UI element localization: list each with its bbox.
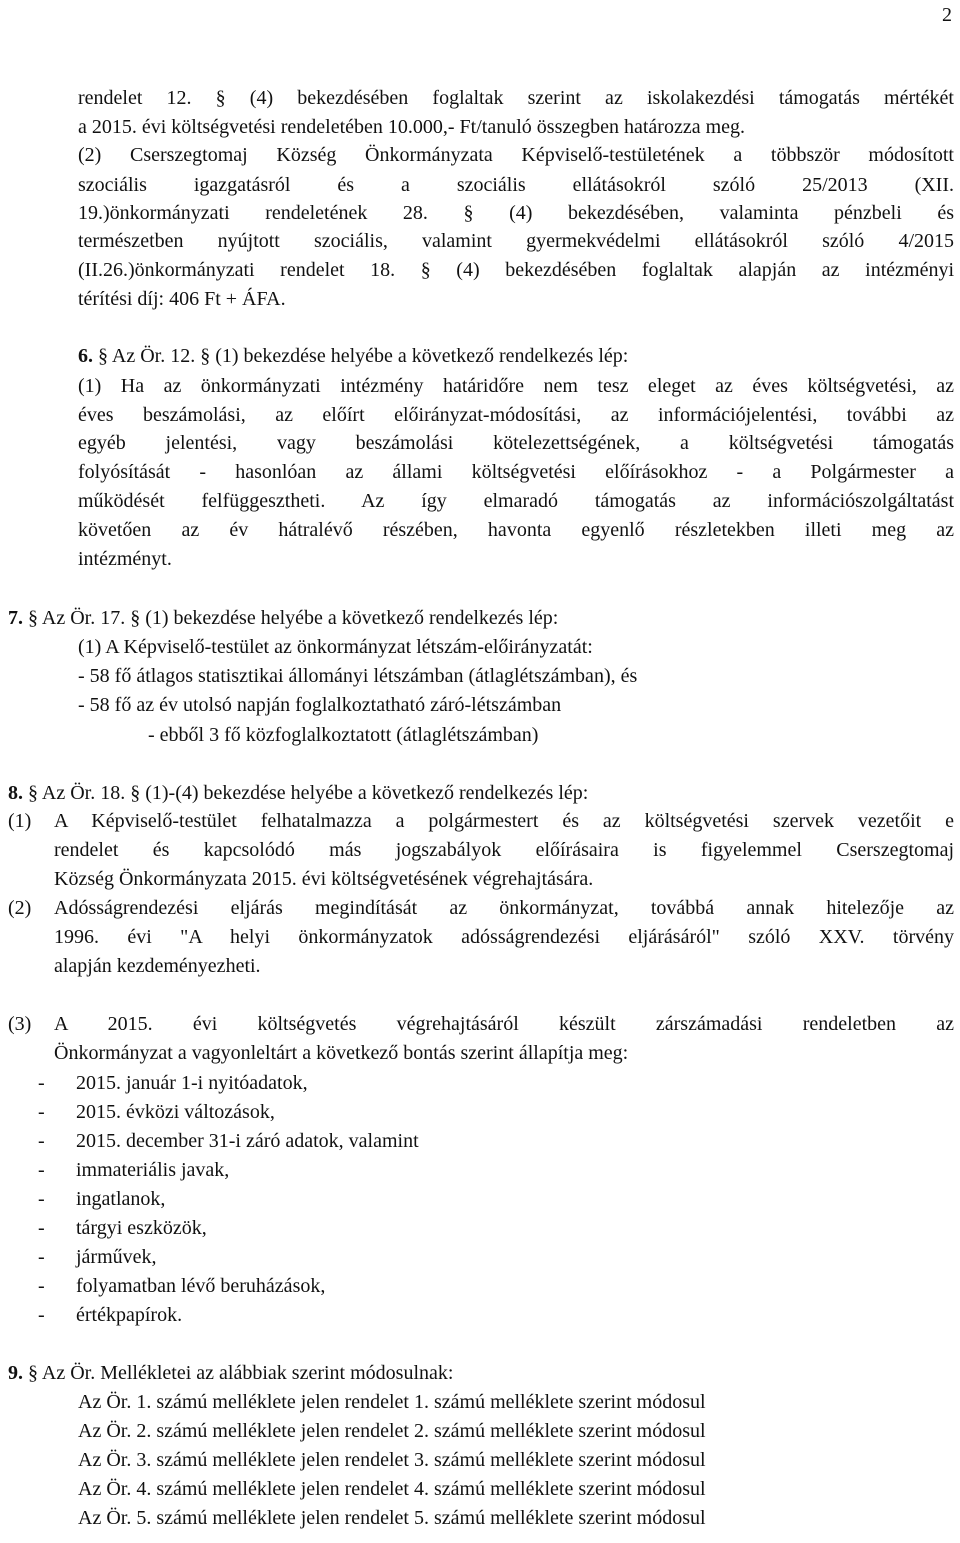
line: rendelet és kapcsolódó más jogszabályok előírásaira is figyelemmel Cserszegtomaj — [54, 839, 954, 861]
line: (1) Ha az önkormányzati intézmény határidőre nem tesz eleget az éves költségvetési, az — [78, 375, 954, 397]
section-7-heading: 7. § Az Ör. 17. § (1) bekezdése helyébe a következő rendelkezés lép: — [8, 607, 559, 629]
line: - 58 fő az év utolsó napján foglalkoztatható záró-létszámban — [78, 694, 562, 716]
line: Adósságrendezési eljárás megindítását az önkormányzat, továbbá annak hitelezője az — [54, 897, 954, 919]
line: követően az év hátralévő részében, havonta egyenlő részletekben illeti meg az — [78, 519, 954, 541]
paragraph-number: (3) — [8, 1013, 32, 1035]
line: A Képviselő-testület felhatalmazza a polgármestert és az költségvetési szervek vezetőit e — [54, 810, 954, 832]
line: szociális igazgatásról és a szociális ellátásokról szóló 25/2013 (XII. — [78, 174, 954, 196]
list-item: - 2015. évközi változások, — [38, 1101, 275, 1123]
line: alapján kezdeményezheti. — [54, 955, 261, 977]
line: A 2015. évi költségvetés végrehajtásáról készült zárszámadási rendeletben az — [54, 1013, 954, 1035]
annex-row: Az Ör. 4. számú melléklete jelen rendelet 4. számú melléklete szerint módosul — [78, 1478, 706, 1500]
list-item: - folyamatban lévő beruházások, — [38, 1275, 326, 1297]
list-item: - immateriális javak, — [38, 1159, 230, 1181]
line: egyéb jelentési, vagy beszámolási kötelezettségének, a költségvetési támogatás — [78, 432, 954, 454]
annex-row: Az Ör. 2. számú melléklete jelen rendelet 2. számú melléklete szerint módosul — [78, 1420, 706, 1442]
line: Önkormányzat a vagyonleltárt a következő bontás szerint állapítja meg: — [54, 1042, 629, 1064]
annex-row: Az Ör. 1. számú melléklete jelen rendelet 1. számú melléklete szerint módosul — [78, 1391, 706, 1413]
line: 19.)önkormányzati rendeletének 28. § (4) bekezdésében, valaminta pénzbeli és — [78, 202, 954, 224]
line: (2) Cserszegtomaj Község Önkormányzata Képviselő-testületének a többször módosított — [78, 144, 954, 166]
annex-row: Az Ör. 5. számú melléklete jelen rendelet 5. számú melléklete szerint módosul — [78, 1507, 706, 1529]
list-item: - járművek, — [38, 1246, 157, 1268]
line: - 58 fő átlagos statisztikai állományi létszámban (átlaglétszámban), és — [78, 665, 638, 687]
line: éves beszámolási, az előírt előirányzat-módosítási, az információjelentési, további az — [78, 404, 954, 426]
line: természetben nyújtott szociális, valamint gyermekvédelmi ellátásokról szóló 4/2015 — [78, 230, 954, 252]
section-6-heading: 6. § Az Ör. 12. § (1) bekezdése helyébe a következő rendelkezés lép: — [78, 345, 629, 367]
line: működését felfüggesztheti. Az így elmaradó támogatás az információszolgáltatást — [78, 490, 954, 512]
page-number: 2 — [942, 4, 952, 26]
section-number: 8. — [8, 782, 23, 804]
line: 1996. évi "A helyi önkormányzatok adósságrendezési eljárásáról" szóló XXV. törvény — [54, 926, 954, 948]
section-number: 6. — [78, 345, 93, 367]
list-item: - értékpapírok. — [38, 1304, 183, 1326]
line: - ebből 3 fő közfoglalkoztatott (átlaglétszámban) — [148, 724, 539, 746]
line: (1) A Képviselő-testület az önkormányzat létszám-előirányzatát: — [78, 636, 593, 658]
paragraph-number: (1) — [8, 810, 32, 832]
annex-row: Az Ör. 3. számú melléklete jelen rendelet 3. számú melléklete szerint módosul — [78, 1449, 706, 1471]
line: (II.26.)önkormányzati rendelet 18. § (4) bekezdésében foglaltak alapján az intézményi — [78, 259, 954, 281]
line: rendelet 12. § (4) bekezdésében foglaltak szerint az iskolakezdési támogatás mértékét — [78, 87, 954, 109]
section-9-heading: 9. § Az Ör. Mellékletei az alábbiak szerint módosulnak: — [8, 1362, 454, 1384]
line: intézményt. — [78, 548, 172, 570]
line: Község Önkormányzata 2015. évi költségvetésének végrehajtására. — [54, 868, 594, 890]
list-item: - ingatlanok, — [38, 1188, 166, 1210]
list-item: - 2015. január 1-i nyitóadatok, — [38, 1072, 308, 1094]
line: a 2015. évi költségvetési rendeletében 10.000,- Ft/tanuló összegben határozza meg. — [78, 116, 746, 138]
list-item: - 2015. december 31-i záró adatok, valamint — [38, 1130, 419, 1152]
list-item: - tárgyi eszközök, — [38, 1217, 207, 1239]
paragraph-number: (2) — [8, 897, 32, 919]
line: térítési díj: 406 Ft + ÁFA. — [78, 288, 286, 310]
section-8-heading: 8. § Az Ör. 18. § (1)-(4) bekezdése helyébe a következő rendelkezés lép: — [8, 782, 589, 804]
section-number: 9. — [8, 1362, 23, 1384]
section-number: 7. — [8, 607, 23, 629]
line: folyósítását - hasonlóan az állami költségvetési előírásokhoz - a Polgármester a — [78, 461, 954, 483]
